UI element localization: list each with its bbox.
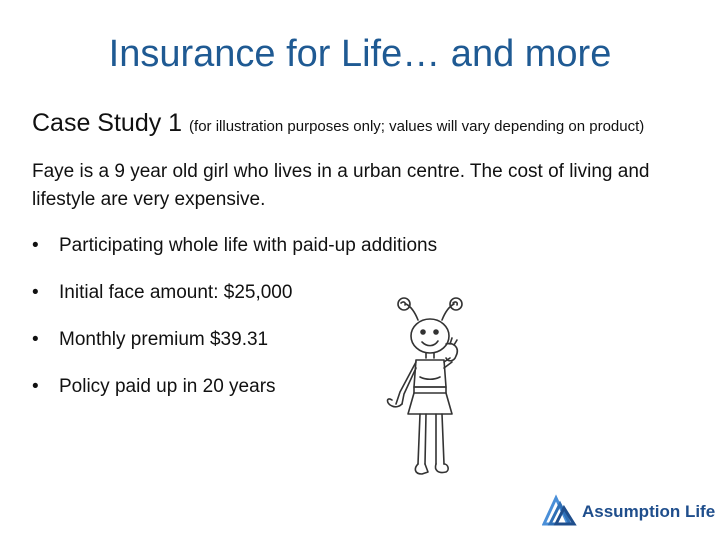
bullet-text: Participating whole life with paid-up additions: [59, 235, 438, 256]
case-study-heading: [32, 106, 712, 144]
bullet-icon: •: [32, 376, 39, 397]
intro-paragraph: Faye is a 9 year old girl who lives in a urban centre. The cost of living and lifestyle are very expensive.: [32, 161, 650, 210]
company-logo-text: Assumption Life: [582, 502, 716, 521]
list-item: [32, 279, 437, 326]
bullet-text: Monthly premium $39.31: [59, 329, 269, 350]
bullet-icon: •: [32, 235, 39, 256]
bullet-icon: •: [32, 329, 39, 350]
slide-title: Insurance for Life… and more: [108, 33, 612, 75]
assumption-life-logo-icon: [542, 494, 578, 528]
company-logo: [542, 494, 716, 534]
bullet-list: [32, 232, 437, 420]
bullet-text: Initial face amount: $25,000: [59, 282, 293, 303]
list-item: [32, 232, 437, 279]
list-item: [32, 326, 437, 373]
bullet-text: Policy paid up in 20 years: [59, 376, 276, 397]
girl-drawing: [380, 292, 480, 492]
bullet-icon: •: [32, 282, 39, 303]
case-study-note: (for illustration purposes only; values will vary depending on product): [189, 118, 645, 135]
case-study-label: Case Study 1: [32, 109, 183, 137]
list-item: [32, 373, 437, 420]
